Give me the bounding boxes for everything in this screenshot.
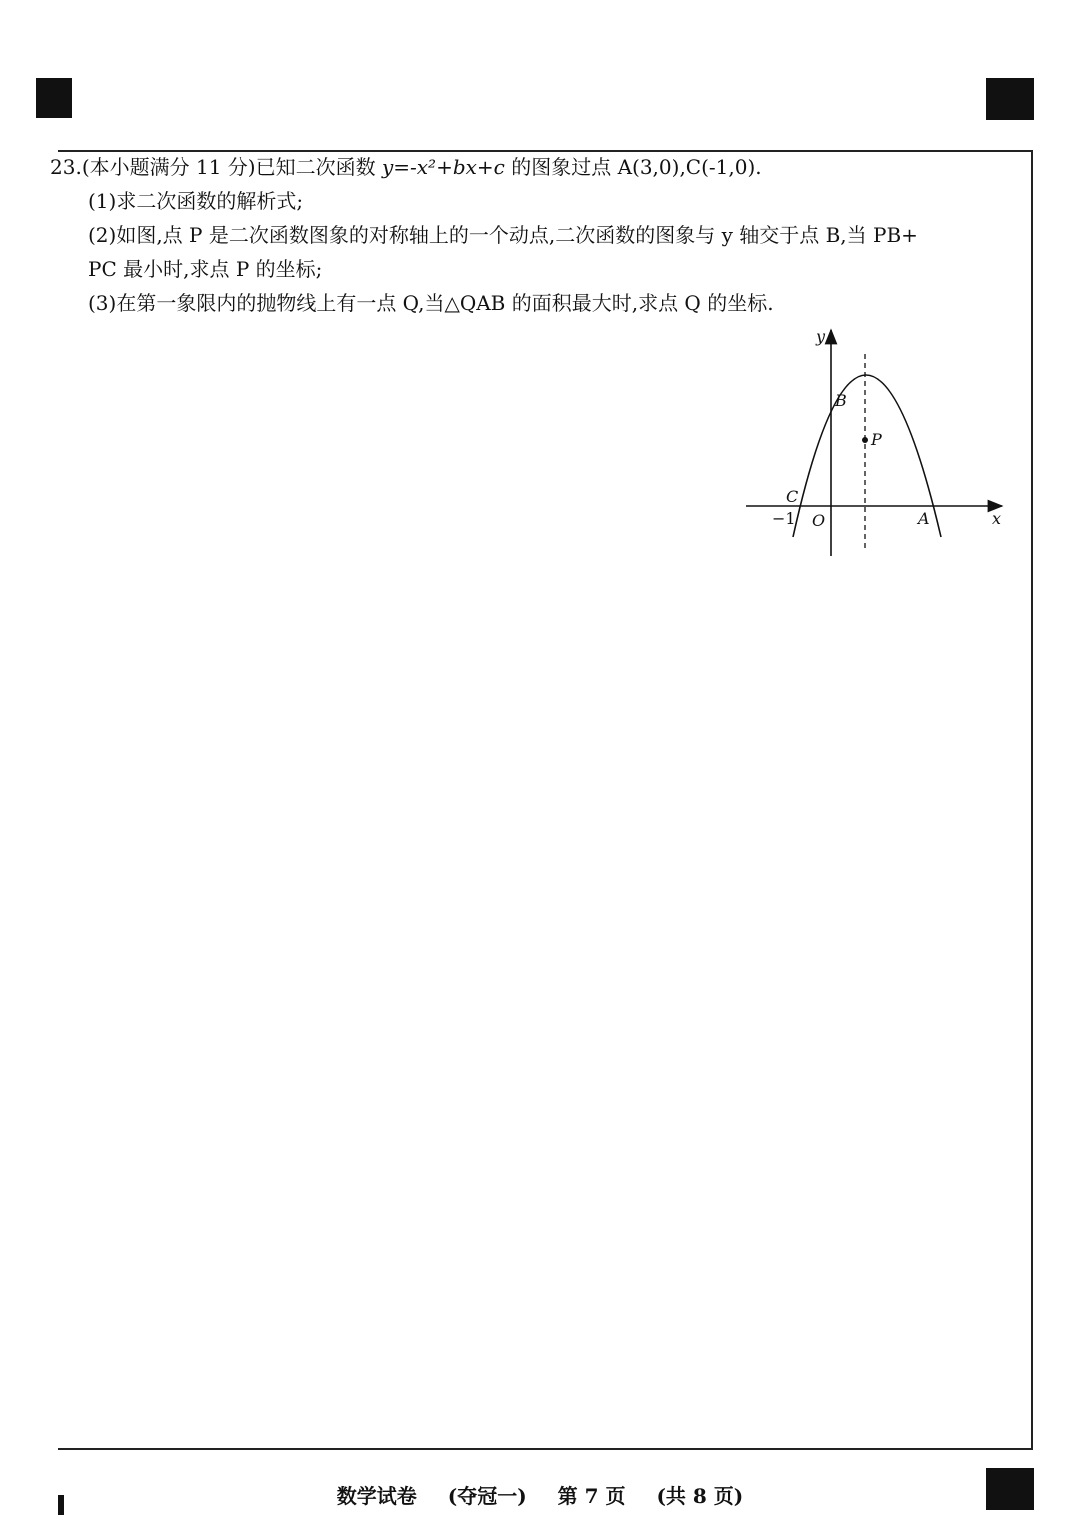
answer-frame-right: [1031, 150, 1033, 1450]
question-intro-pre: (本小题满分 11 分)已知二次函数: [81, 155, 382, 179]
footer-page: 第 7 页: [557, 1484, 626, 1508]
registration-mark-top-right: [986, 78, 1034, 120]
label-b: B: [835, 391, 847, 410]
question-part-2-line-2: PC 最小时,求点 P 的坐标;: [88, 257, 323, 281]
question-formula: y=-x²+bx+c: [381, 155, 505, 179]
label-a: A: [918, 509, 930, 528]
question-number: 23.: [50, 155, 82, 179]
point-p-dot: [862, 437, 868, 443]
question-part-2-line-1: (2)如图,点 P 是二次函数图象的对称轴上的一个动点,二次函数的图象与 y 轴交于点 B,当 PB+: [88, 223, 918, 247]
question-part-3: (3)在第一象限内的抛物线上有一点 Q,当△QAB 的面积最大时,求点 Q 的坐标.: [88, 291, 774, 315]
footer-total: (共 8 页): [656, 1484, 744, 1508]
question-part-1: (1)求二次函数的解析式;: [88, 189, 304, 213]
question-23: [50, 150, 1025, 320]
question-intro-post: 的图象过点 A(3,0),C(-1,0).: [504, 155, 762, 179]
answer-frame-bottom: [58, 1448, 1033, 1450]
footer-edition: (夺冠一): [447, 1484, 527, 1508]
label-o: O: [812, 511, 826, 530]
label-minus-1: −1: [772, 509, 796, 528]
label-y: y: [816, 327, 826, 346]
footer-subject: 数学试卷: [336, 1484, 417, 1508]
registration-mark-top-left: [36, 78, 72, 118]
label-x: x: [992, 509, 1002, 528]
page-footer: [0, 1480, 1080, 1509]
label-p: P: [871, 430, 882, 449]
label-c: C: [786, 487, 799, 506]
question-intro: [50, 150, 1025, 184]
parabola-figure: [740, 320, 1010, 562]
